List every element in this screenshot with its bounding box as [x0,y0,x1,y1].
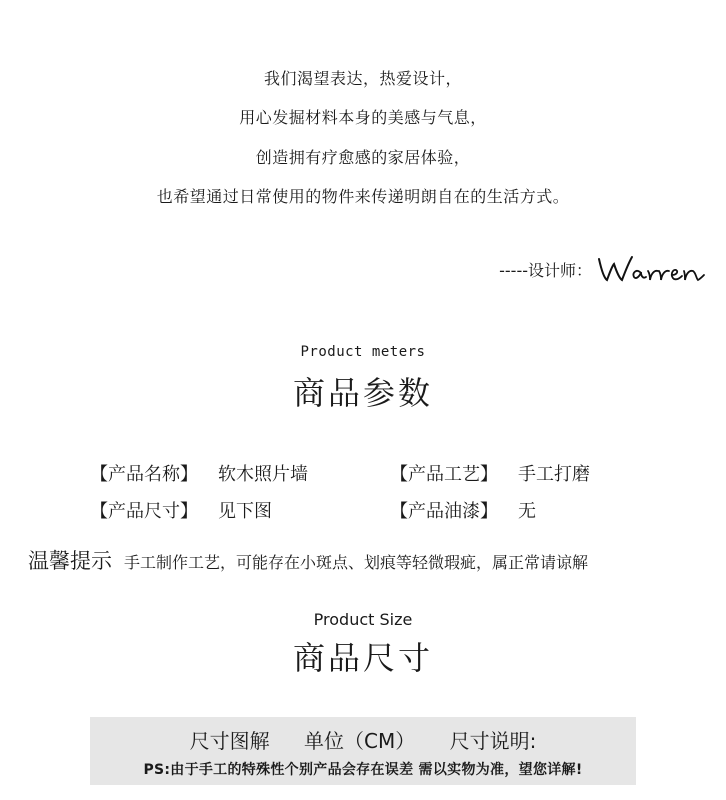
param-label: 【产品工艺】 [390,464,498,485]
param-product-name [90,460,308,486]
intro-line-2: 用心发掘材料本身的美感与气息， [239,108,487,127]
handwritten-signature-icon [596,254,706,284]
param-label: 【产品名称】 [90,464,198,485]
params-title-en: Product meters [300,344,426,360]
warm-notice [28,545,588,575]
param-label: 【产品油漆】 [390,501,498,522]
size-header [90,725,636,754]
param-label: 【产品尺寸】 [90,501,198,522]
param-value: 无 [518,501,536,522]
param-product-craft [390,460,590,486]
size-info-panel [90,717,636,785]
param-value: 手工打磨 [518,464,590,485]
intro-line-1: 我们渴望表达，热爱设计， [263,69,462,88]
signature-name [596,254,706,284]
params-title-cn: 商品参数 [292,374,433,412]
designer-signature [499,254,706,284]
size-title-cn: 商品尺寸 [292,639,433,677]
intro-line-4: 也希望通过日常使用的物件来传递明朗自在的生活方式。 [156,187,570,206]
size-description-label: 尺寸说明: [449,729,537,753]
param-value: 见下图 [218,501,272,522]
size-disclaimer: PS:由于手工的特殊性个别产品会存在误差 需以实物为准，望您详解! [143,762,583,778]
param-product-paint [390,497,536,523]
intro-line-3: 创造拥有疗愈感的家居体验， [255,148,471,167]
notice-text: 手工制作工艺，可能存在小斑点、划痕等轻微瑕疵，属正常请谅解 [124,553,589,572]
size-unit-label: 单位（CM） [304,729,416,753]
param-value: 软木照片墙 [218,464,308,485]
notice-label: 温馨提示 [28,549,112,573]
size-title-en: Product Size [313,610,413,629]
signature-label: -----设计师： [499,260,592,280]
size-diagram-label: 尺寸图解 [189,729,270,753]
param-product-size [90,497,272,523]
